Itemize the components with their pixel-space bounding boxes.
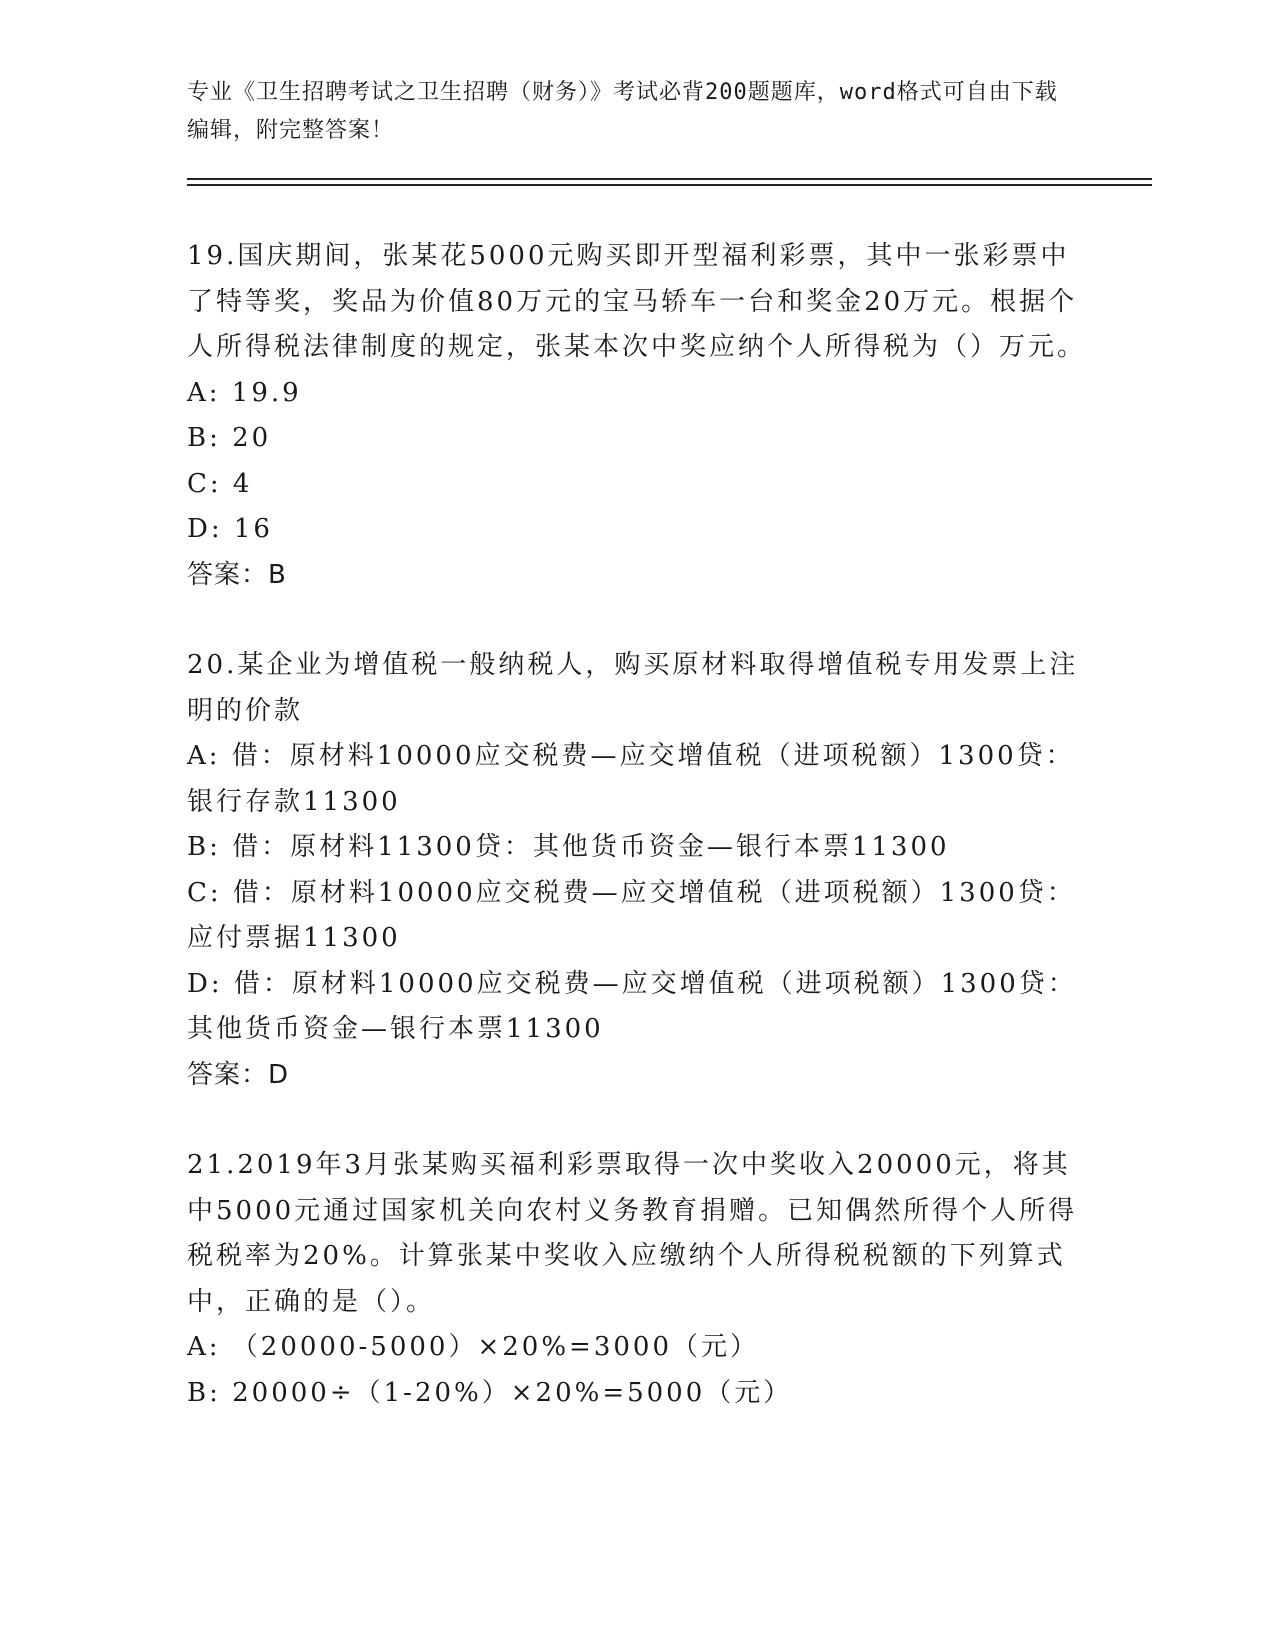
option-b: B: 借：原材料11300贷：其他货币资金—银行本票11300 [187, 832, 950, 862]
question-text: 20.某企业为增值税一般纳税人，购买原材料取得增值税专用发票上注明的价款 [187, 650, 1079, 726]
question-text: 19.国庆期间，张某花5000元购买即开型福利彩票，其中一张彩票中了特等奖，奖品为价值80万元的宝马轿车一台和奖金20万元。根据个人所得税法律制度的规定，张某本次中奖应纳个人所得税为（）万元。 [187, 241, 1087, 362]
option-c: C: 4 [187, 468, 253, 499]
option-d: D: 借：原材料10000应交税费—应交增值税（进项税额）1300贷：其他货币资金—银行本票11300 [187, 968, 1077, 1044]
option-d: D: 16 [187, 514, 273, 544]
question-text: 21.2019年3月张某购买福利彩票取得一次中奖收入20000元，将其中5000元通过国家机关向农村义务教育捐赠。已知偶然所得个人所得税税率为20%。计算张某中奖收入应缴纳个人所得税税额的下列算式中，正确的是（）。 [187, 1150, 1078, 1317]
option-a: A: 19.9 [187, 377, 302, 408]
option-c: C: 借：原材料10000应交税费—应交增值税（进项税额）1300贷：应付票据11300 [187, 877, 1076, 953]
option-a: A: 借：原材料10000应交税费—应交增值税（进项税额）1300贷：银行存款11300 [187, 741, 1075, 817]
answer-label: 答案：B [187, 559, 287, 590]
question-20 [187, 643, 1087, 1098]
answer-label: 答案：D [187, 1059, 290, 1090]
question-list [187, 234, 1087, 1416]
header-divider-bottom [187, 184, 1152, 186]
option-b: B: 20000÷（1-20%）×20%=5000（元） [187, 1377, 793, 1408]
option-b: B: 20 [187, 423, 272, 453]
document-header [187, 74, 1067, 150]
question-19 [187, 234, 1087, 598]
option-a: A: （20000-5000）×20%=3000（元） [187, 1332, 759, 1362]
question-21 [187, 1143, 1087, 1416]
document-title: 专业《卫生招聘考试之卫生招聘（财务）》考试必背200题题库，word格式可自由下载编辑，附完整答案！ [187, 80, 1058, 143]
header-divider-top [187, 178, 1152, 180]
